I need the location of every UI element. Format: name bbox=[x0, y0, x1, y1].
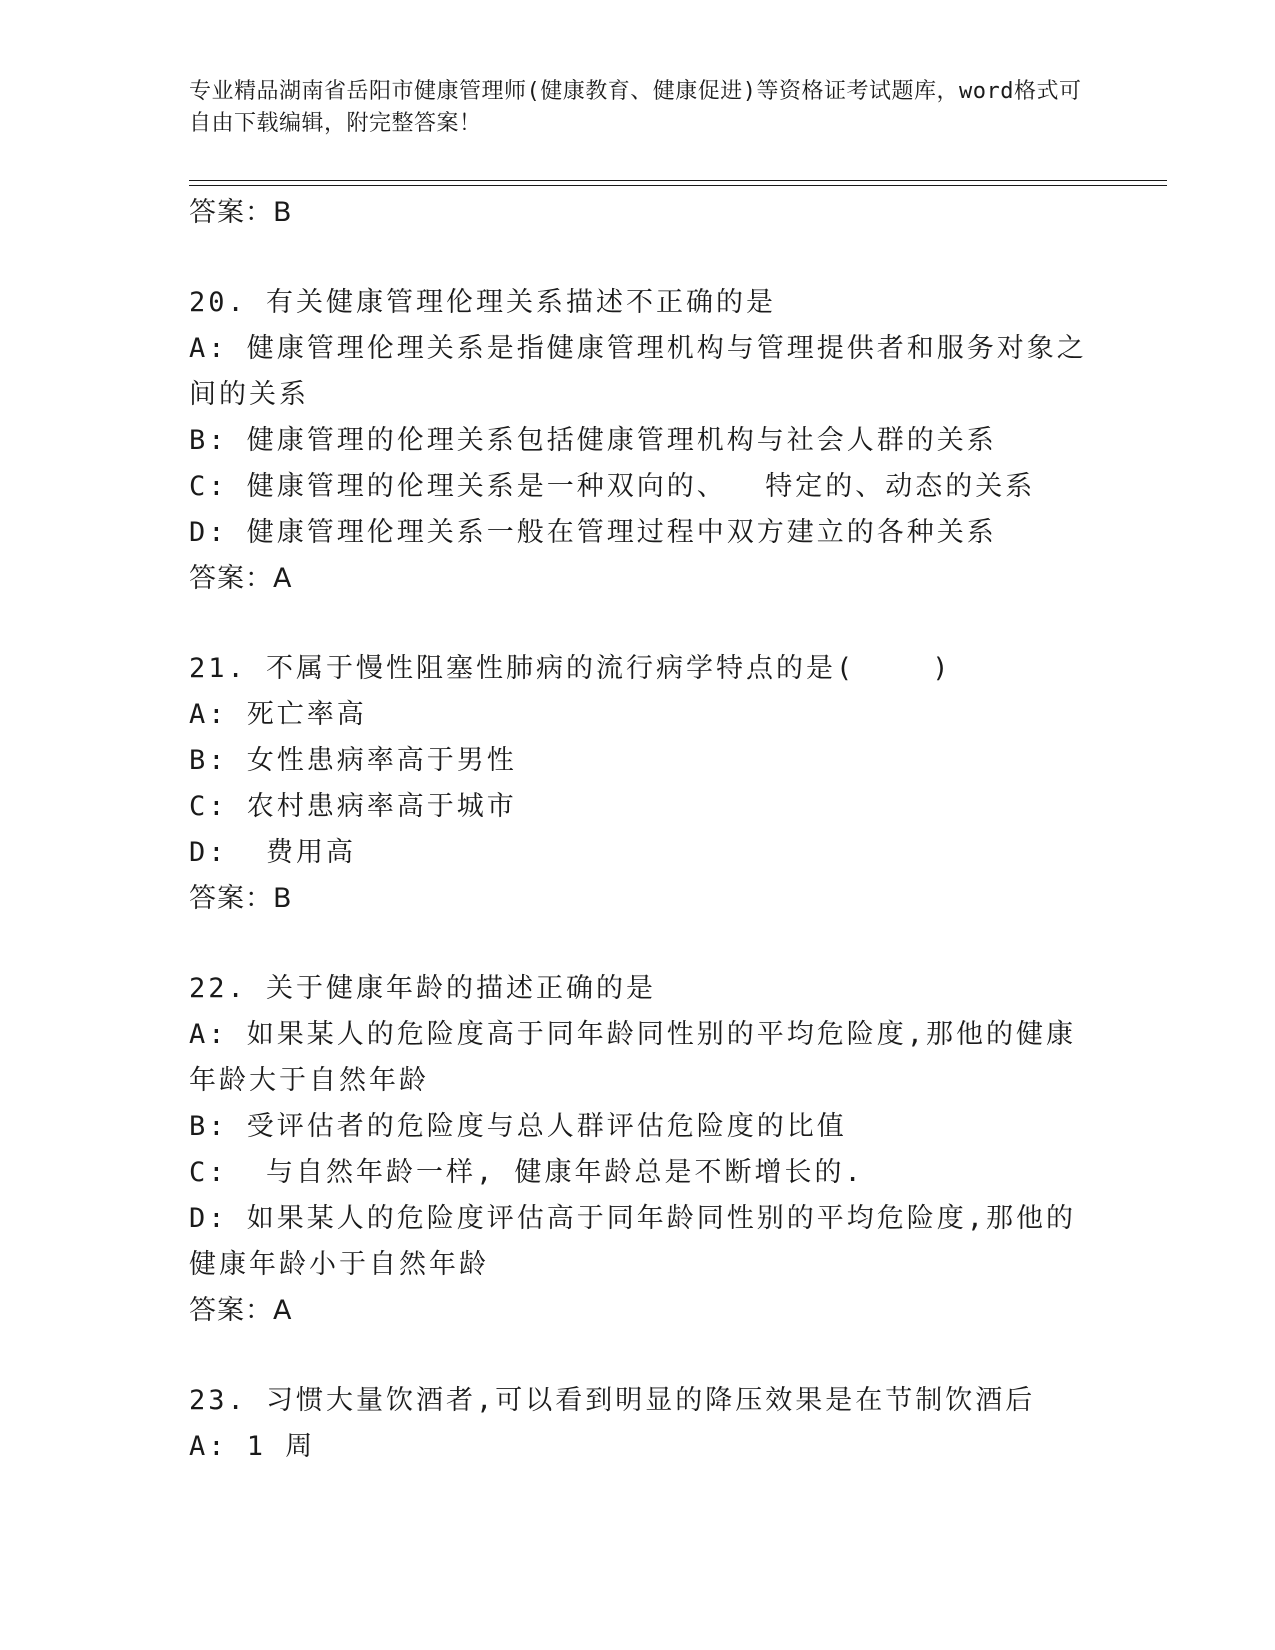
option-a: A: 如果某人的危险度高于同年龄同性别的平均危险度,那他的健康年龄大于自然年龄 bbox=[189, 1019, 1077, 1096]
option-c: C: 健康管理的伦理关系是一种双向的、 特定的、动态的关系 bbox=[189, 471, 1036, 502]
option-b: B: 受评估者的危险度与总人群评估危险度的比值 bbox=[189, 1111, 847, 1142]
question-title: 20. 有关健康管理伦理关系描述不正确的是 bbox=[189, 287, 777, 318]
option-a: A: 1 周 bbox=[189, 1431, 316, 1462]
option-d: D: 如果某人的危险度评估高于同年龄同性别的平均危险度,那他的健康年龄小于自然年龄 bbox=[189, 1203, 1077, 1280]
option-b: B: 女性患病率高于男性 bbox=[189, 745, 517, 776]
answer-line: 答案：B bbox=[189, 197, 293, 228]
header-rule bbox=[189, 180, 1167, 181]
question-title: 23. 习惯大量饮酒者,可以看到明显的降压效果是在节制饮酒后 bbox=[189, 1385, 1036, 1416]
option-a: A: 健康管理伦理关系是指健康管理机构与管理提供者和服务对象之间的关系 bbox=[189, 333, 1087, 410]
question-block bbox=[189, 646, 1089, 922]
question-title: 21. 不属于慢性阻塞性肺病的流行病学特点的是( ) bbox=[189, 653, 952, 684]
question-title: 22. 关于健康年龄的描述正确的是 bbox=[189, 973, 657, 1004]
question-block bbox=[189, 280, 1089, 602]
answer-line: 答案：A bbox=[189, 563, 293, 594]
answer-line: 答案：B bbox=[189, 883, 293, 914]
answer-line: 答案：A bbox=[189, 1295, 293, 1326]
option-b: B: 健康管理的伦理关系包括健康管理机构与社会人群的关系 bbox=[189, 425, 997, 456]
question-list bbox=[189, 190, 1089, 1470]
page-header: 专业精品湖南省岳阳市健康管理师(健康教育、健康促进)等资格证考试题库，word格式可自由下载编辑，附完整答案！ bbox=[189, 79, 1082, 136]
option-d: D: 费用高 bbox=[189, 837, 357, 868]
option-c: C: 与自然年龄一样, 健康年龄总是不断增长的. bbox=[189, 1157, 864, 1188]
option-a: A: 死亡率高 bbox=[189, 699, 367, 730]
header-rule bbox=[189, 185, 1167, 186]
question-block bbox=[189, 1378, 1089, 1470]
option-d: D: 健康管理伦理关系一般在管理过程中双方建立的各种关系 bbox=[189, 517, 997, 548]
option-c: C: 农村患病率高于城市 bbox=[189, 791, 517, 822]
question-block bbox=[189, 966, 1089, 1334]
